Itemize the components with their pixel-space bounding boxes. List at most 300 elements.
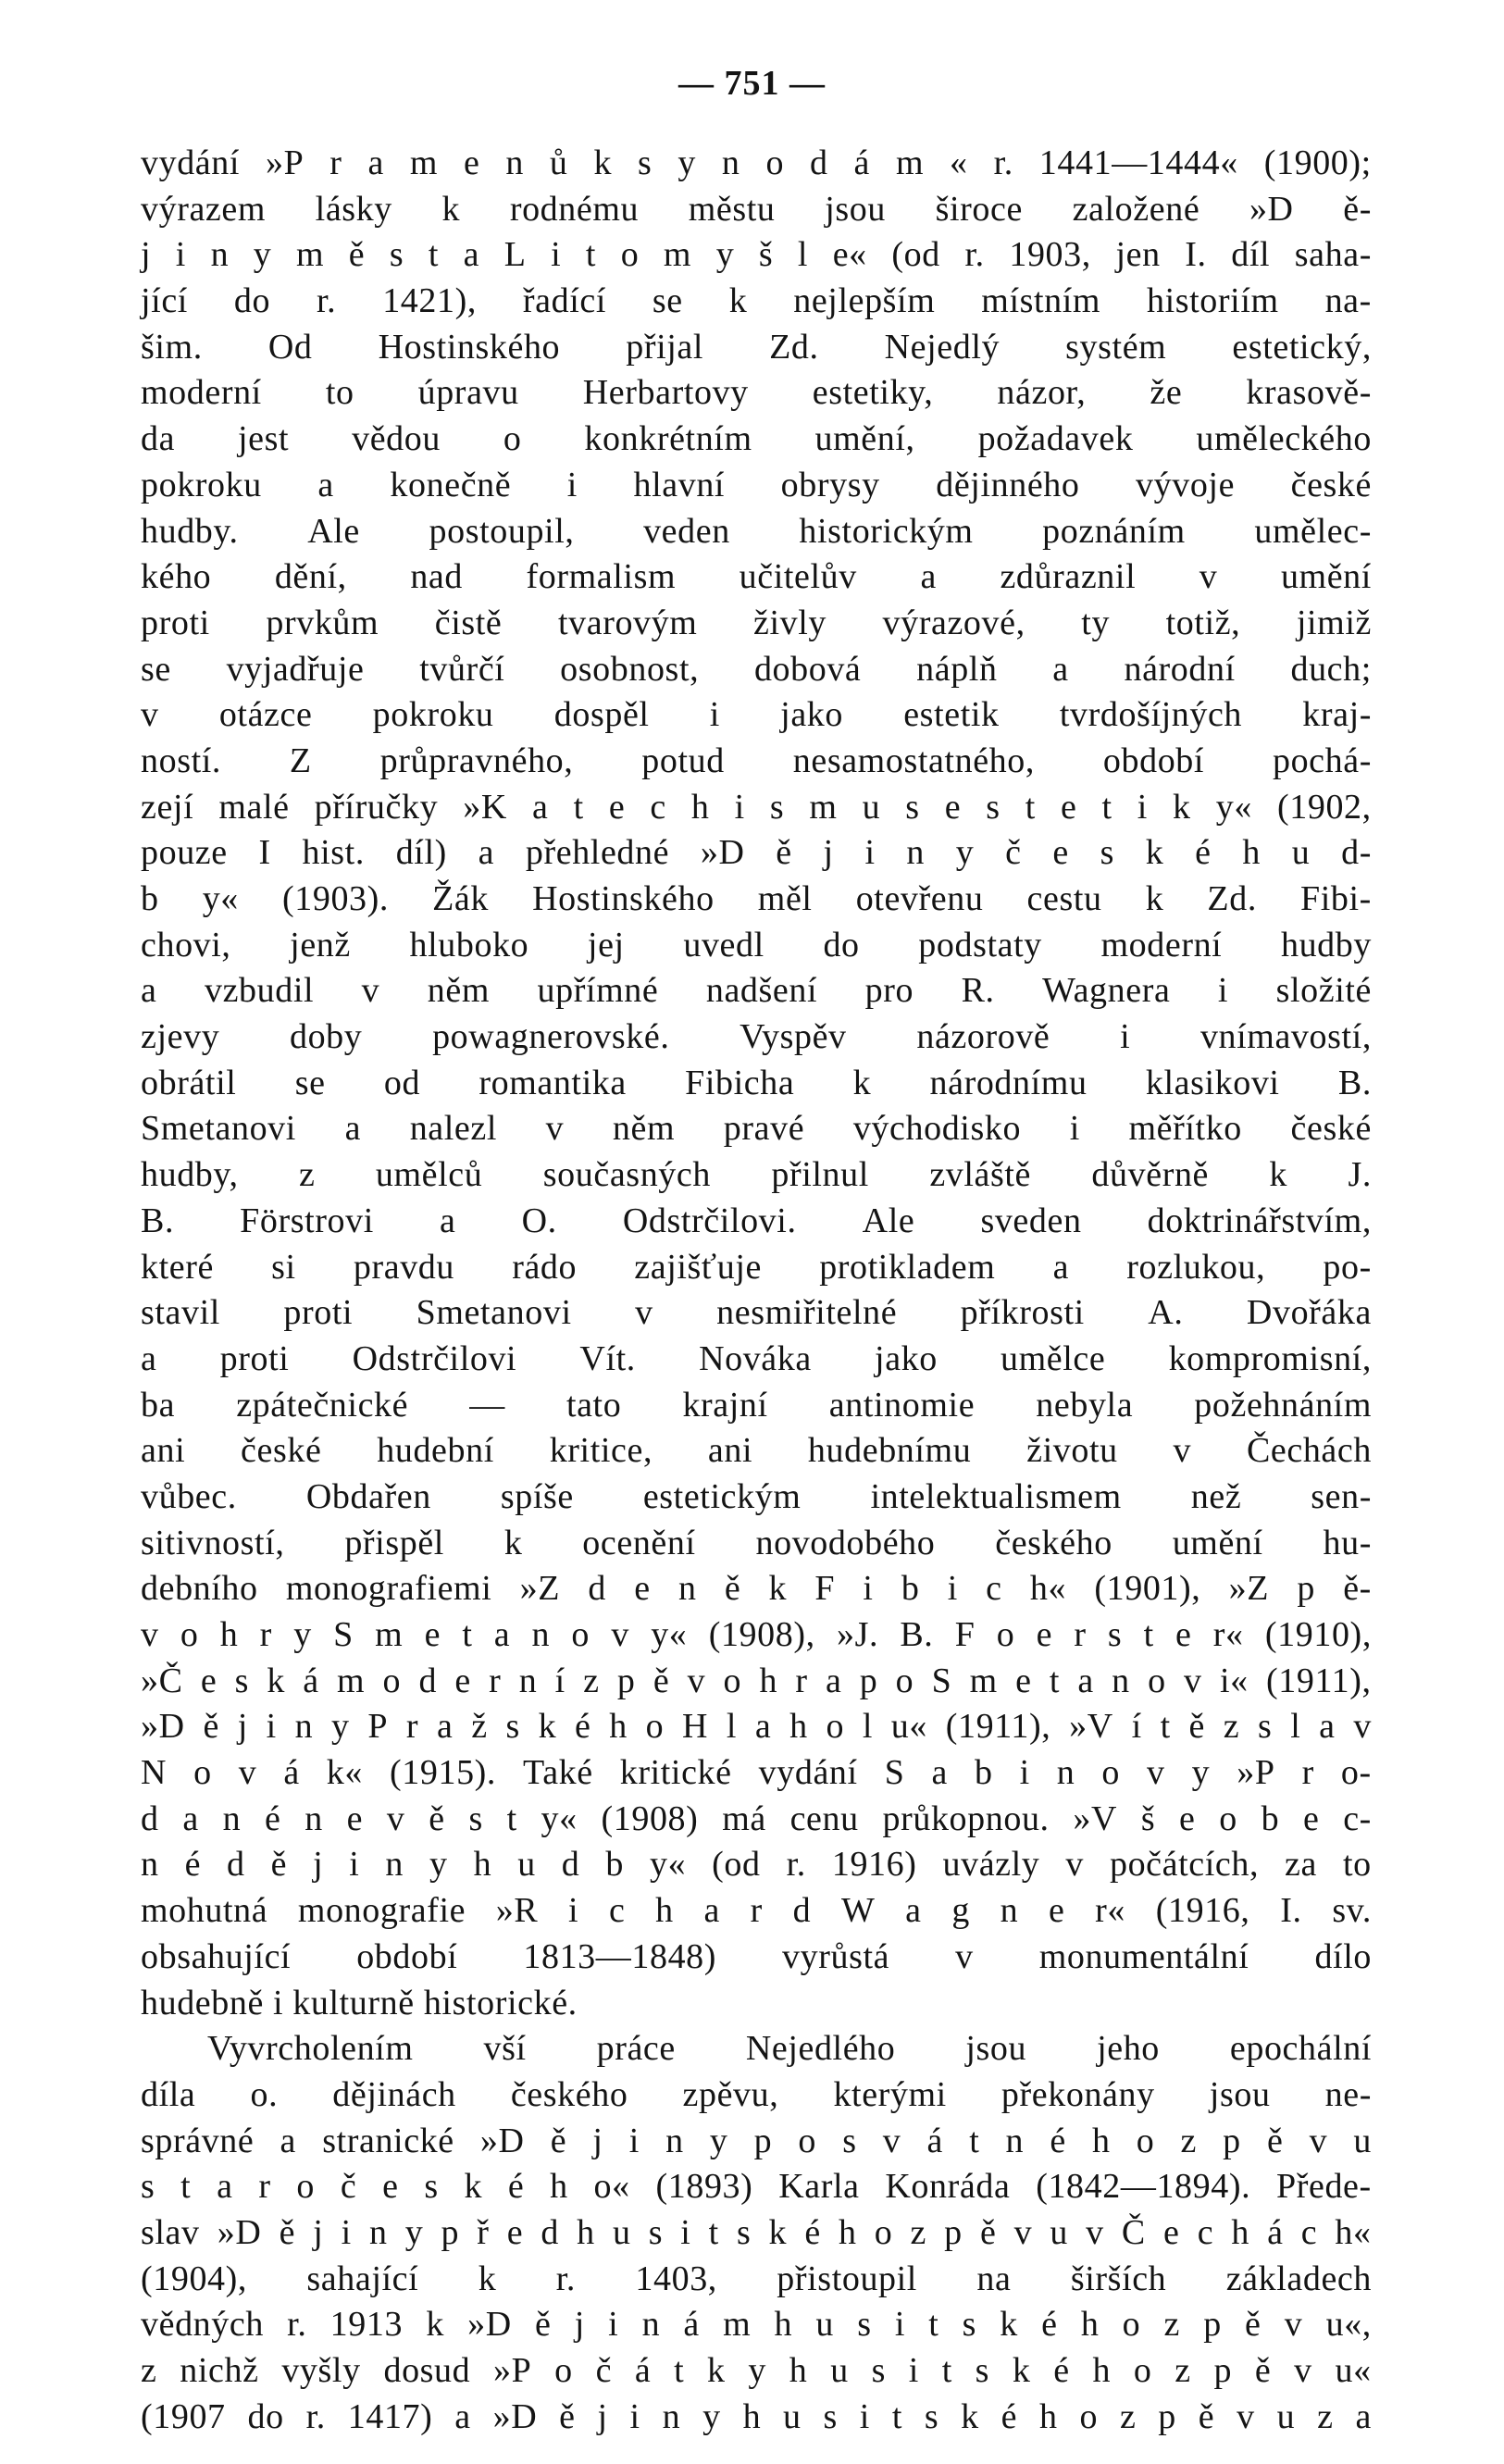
word: a xyxy=(344,1109,362,1149)
word: estetik xyxy=(903,695,1000,735)
word: hudební xyxy=(377,1431,494,1471)
word: á xyxy=(303,1661,319,1700)
word: r xyxy=(489,1661,502,1700)
word: t xyxy=(928,2305,939,2345)
word: o xyxy=(554,2351,573,2390)
word: p xyxy=(616,1661,636,1700)
word: ř xyxy=(477,2212,490,2252)
word: á xyxy=(853,143,870,182)
word: s xyxy=(141,2167,155,2207)
word: 1813—1848) xyxy=(523,1936,717,1976)
word: duch; xyxy=(1290,649,1372,689)
word: v xyxy=(882,2121,901,2160)
word: podstaty xyxy=(918,925,1042,964)
word: s xyxy=(736,2212,752,2252)
word: Čechách xyxy=(1246,1431,1372,1471)
word: Vyspěv xyxy=(740,1017,847,1057)
word: h xyxy=(655,1891,674,1931)
word: Hostinského xyxy=(378,327,561,367)
word: i xyxy=(1137,787,1148,827)
word: A. xyxy=(1148,1293,1184,1333)
word: ě xyxy=(203,1707,219,1747)
word: v xyxy=(1199,557,1218,597)
word: j xyxy=(313,1845,324,1885)
text-line xyxy=(141,187,1372,233)
word: romantika xyxy=(479,1063,627,1102)
word: č xyxy=(1005,833,1022,873)
word: sitivností, xyxy=(141,1523,285,1562)
word: »D xyxy=(141,1707,185,1747)
text-line xyxy=(141,1797,1372,1843)
word: Obdařen xyxy=(305,1476,431,1516)
word: Přede- xyxy=(1275,2167,1372,2207)
word: 1913 xyxy=(329,2305,404,2345)
word: a xyxy=(905,1891,922,1931)
word: »K xyxy=(463,787,507,827)
word: a xyxy=(931,1753,948,1793)
word: české xyxy=(1290,465,1372,504)
word: ě xyxy=(550,2121,567,2160)
word: monografie xyxy=(297,1891,466,1931)
word: české xyxy=(241,1431,322,1471)
text-line xyxy=(141,877,1372,923)
word: k xyxy=(728,281,748,321)
word: S xyxy=(333,1615,354,1654)
word: r xyxy=(1301,1753,1314,1793)
text-line xyxy=(141,1935,1372,1981)
word: o. xyxy=(250,2074,279,2114)
word: zvláště xyxy=(929,1155,1032,1195)
word: nichž xyxy=(180,2351,259,2390)
text-line xyxy=(141,2119,1372,2165)
word: d xyxy=(809,143,828,182)
word: měřítko xyxy=(1128,1109,1242,1149)
word: vývoje xyxy=(1136,465,1236,504)
word: obrysy xyxy=(780,465,880,504)
word: o xyxy=(1136,2121,1155,2160)
word: saha- xyxy=(1294,235,1372,275)
word: o- xyxy=(1340,1753,1372,1793)
word: e xyxy=(634,1569,651,1609)
word: j xyxy=(597,2396,608,2436)
word: jen xyxy=(1115,235,1161,275)
word: s xyxy=(842,2121,857,2160)
word: 1903, xyxy=(1009,235,1091,275)
word: s xyxy=(975,2351,990,2390)
word: vůbec. xyxy=(141,1476,237,1516)
word: (1907 xyxy=(141,2396,226,2436)
word: e xyxy=(1178,1798,1196,1838)
text-line xyxy=(141,1014,1372,1061)
word: s xyxy=(638,143,653,182)
word: y« xyxy=(1215,787,1252,827)
word: (1911), xyxy=(1266,1661,1372,1700)
word: ě xyxy=(559,2396,576,2436)
word: k xyxy=(1269,1155,1288,1195)
word: z xyxy=(141,2351,157,2390)
body-text xyxy=(141,141,1372,2440)
word: Dvořáka xyxy=(1246,1293,1372,1333)
word: něm xyxy=(427,971,490,1011)
word: c xyxy=(1197,2212,1214,2252)
word: pochá- xyxy=(1272,740,1372,780)
word: cestu xyxy=(1026,879,1102,918)
word: zajišťuje xyxy=(634,1247,762,1287)
word: formalism xyxy=(526,557,677,597)
word: h xyxy=(690,787,710,827)
word: dospěl xyxy=(553,695,650,735)
word: s xyxy=(962,2305,977,2345)
word: é xyxy=(507,2167,525,2207)
word: v xyxy=(238,1753,257,1793)
word: i xyxy=(734,787,745,827)
word: českého xyxy=(995,1523,1112,1562)
text-line xyxy=(141,1566,1372,1612)
text-line xyxy=(141,554,1372,601)
word: ě xyxy=(776,833,792,873)
word: t xyxy=(585,235,597,275)
word: do xyxy=(247,2396,284,2436)
word: p xyxy=(753,2121,773,2160)
word: »P xyxy=(493,2351,532,2390)
word: g xyxy=(951,1891,970,1931)
word: (1908), xyxy=(708,1615,815,1654)
word: »D xyxy=(479,2121,525,2160)
word: k xyxy=(852,1063,872,1102)
word: přispěl xyxy=(344,1523,444,1562)
word: doktrinářstvím, xyxy=(1147,1201,1372,1240)
word: v xyxy=(1086,2212,1104,2252)
word: (1904), xyxy=(141,2259,248,2298)
word: antinomie xyxy=(828,1385,976,1425)
word: (1901), xyxy=(1094,1569,1201,1609)
text-line xyxy=(141,2072,1372,2119)
word: doby xyxy=(289,1017,363,1057)
word: rádo xyxy=(512,1247,578,1287)
word: široce xyxy=(935,189,1023,229)
word: 1421), xyxy=(382,281,477,321)
word: r. xyxy=(964,235,985,275)
word: r xyxy=(258,2167,271,2207)
word: přilnul xyxy=(771,1155,869,1195)
word: umění xyxy=(1280,557,1372,597)
word: ě xyxy=(535,2305,552,2345)
word: d xyxy=(792,1891,812,1931)
word: t xyxy=(1160,1707,1171,1747)
text-line xyxy=(141,2302,1372,2348)
word: í xyxy=(554,1661,566,1700)
word: e xyxy=(1060,787,1077,827)
word: nejlepším xyxy=(793,281,936,321)
word: y xyxy=(677,143,696,182)
word: d xyxy=(418,1661,438,1700)
word: l xyxy=(1290,1707,1301,1747)
word: r. xyxy=(317,281,337,321)
word: »D xyxy=(217,2212,262,2252)
text-line xyxy=(141,1704,1372,1750)
word: s xyxy=(234,1661,250,1700)
word: n xyxy=(721,143,740,182)
word: c xyxy=(986,1569,1002,1609)
word: (od xyxy=(891,235,940,275)
word: n xyxy=(531,1615,551,1654)
word: s xyxy=(468,1798,483,1838)
word: jeho xyxy=(1097,2029,1160,2069)
word: národní xyxy=(1124,649,1236,689)
word: r« xyxy=(1212,1615,1244,1654)
word: dějinného xyxy=(936,465,1080,504)
word: o xyxy=(1133,2351,1152,2390)
word: a xyxy=(1052,1247,1070,1287)
word: tvarovým xyxy=(557,603,698,642)
word: učitelův xyxy=(739,557,857,597)
word: o xyxy=(1219,1798,1237,1838)
word: z xyxy=(1175,2351,1191,2390)
word: d xyxy=(561,1845,580,1885)
word: životu xyxy=(1026,1431,1118,1471)
word: z xyxy=(1223,1707,1240,1747)
word: Č xyxy=(1121,2212,1146,2252)
word: á xyxy=(283,1753,300,1793)
word: t xyxy=(180,2167,192,2207)
word: i xyxy=(1120,1017,1131,1057)
word: uvedl xyxy=(683,925,764,964)
word: (1910), xyxy=(1264,1615,1372,1654)
word: n xyxy=(662,2396,681,2436)
text-line xyxy=(141,1842,1372,1888)
text-line xyxy=(141,2348,1372,2395)
word: Vyvrcholením xyxy=(207,2029,414,2069)
word: rodnému xyxy=(509,189,640,229)
word: monografiemi xyxy=(285,1569,492,1609)
word: b xyxy=(974,1753,993,1793)
word: umělce xyxy=(1001,1338,1106,1378)
word: h xyxy=(609,1707,628,1747)
word: v xyxy=(1309,2121,1328,2160)
word: s xyxy=(769,787,785,827)
word: přistoupil xyxy=(777,2259,917,2298)
word: »P xyxy=(1237,1753,1275,1793)
word: H xyxy=(682,1707,709,1747)
word: m xyxy=(337,1661,366,1700)
word: e xyxy=(1036,1615,1053,1654)
word: Z xyxy=(289,740,312,780)
word: cenu xyxy=(789,1798,859,1838)
word: š xyxy=(758,235,774,275)
word: j xyxy=(313,2212,324,2252)
word: a xyxy=(1319,1707,1336,1747)
word: estetický, xyxy=(1232,327,1372,367)
text-line xyxy=(141,1061,1372,1107)
word: a xyxy=(532,787,549,827)
word: i xyxy=(568,1891,579,1931)
word: Smetanovi xyxy=(141,1109,296,1149)
word: obrátil xyxy=(141,1063,237,1102)
word: m xyxy=(409,143,439,182)
word: i xyxy=(266,1707,277,1747)
word: n xyxy=(294,1707,314,1747)
word: kraj- xyxy=(1302,695,1372,735)
word: osobnost, xyxy=(560,649,700,689)
word: R. xyxy=(961,971,995,1011)
word: s xyxy=(871,2351,886,2390)
word: v xyxy=(141,695,159,735)
word: »P xyxy=(265,143,305,182)
word: moderní xyxy=(1100,925,1223,964)
word: Vít. xyxy=(579,1338,636,1378)
word: i xyxy=(863,1569,874,1609)
word: umění xyxy=(1172,1523,1263,1562)
word: u xyxy=(862,787,881,827)
word: kompromisní, xyxy=(1168,1338,1372,1378)
word: t xyxy=(506,1798,517,1838)
word: »V xyxy=(1069,1707,1113,1747)
word: á xyxy=(683,2305,700,2345)
word: východisko xyxy=(852,1109,1022,1149)
word: k xyxy=(1012,2351,1031,2390)
word: č xyxy=(340,2167,357,2207)
word: širších xyxy=(1070,2259,1167,2298)
word: než xyxy=(1190,1476,1242,1516)
word: estetiky, xyxy=(812,373,934,413)
word: »V xyxy=(1073,1798,1118,1838)
word: u xyxy=(1291,833,1311,873)
word: a xyxy=(217,2167,233,2207)
word: malé xyxy=(218,787,290,827)
word: J. xyxy=(1348,1155,1372,1195)
word: od xyxy=(383,1063,421,1102)
word: i xyxy=(709,695,720,735)
word: h xyxy=(1080,2305,1100,2345)
word: a xyxy=(463,235,480,275)
word: umění, xyxy=(814,419,915,459)
word: počátcích, xyxy=(1109,1845,1260,1885)
word: y xyxy=(1191,1753,1211,1793)
word: é xyxy=(184,1845,202,1885)
word: h« xyxy=(1029,1569,1067,1609)
word: díl xyxy=(1231,235,1271,275)
word: B. xyxy=(141,1201,175,1240)
word: v xyxy=(1173,1431,1192,1471)
word: i xyxy=(947,1569,958,1609)
word: řadící xyxy=(522,281,606,321)
word: (1911), xyxy=(945,1707,1051,1747)
word: o« xyxy=(593,2167,630,2207)
word: stavil xyxy=(141,1293,220,1333)
text-line xyxy=(141,2164,1372,2210)
word: y xyxy=(709,2121,728,2160)
word: ani xyxy=(707,1431,753,1471)
word: k« xyxy=(326,1753,363,1793)
word: i xyxy=(629,2396,640,2436)
word: r xyxy=(405,1707,419,1747)
word: stranické xyxy=(322,2121,454,2160)
word: i xyxy=(341,2212,352,2252)
word: »Č xyxy=(141,1661,183,1700)
text-line xyxy=(141,509,1372,555)
word: klasikovi xyxy=(1145,1063,1280,1102)
word: hudby. xyxy=(141,511,239,551)
word: jenž xyxy=(290,925,351,964)
word: mohutná xyxy=(141,1891,268,1931)
word: N xyxy=(141,1753,168,1793)
word: jako xyxy=(875,1338,938,1378)
text-line xyxy=(141,1245,1372,1291)
word: hudebnímu xyxy=(807,1431,972,1471)
word: protikladem xyxy=(819,1247,996,1287)
word: h xyxy=(1092,2351,1112,2390)
word: k xyxy=(503,1523,523,1562)
word: e xyxy=(454,1661,471,1700)
word: dosud xyxy=(383,2351,471,2390)
word: i xyxy=(859,2396,870,2436)
word: totiž, xyxy=(1165,603,1241,642)
word: (1915). xyxy=(390,1753,497,1793)
word: t xyxy=(1025,787,1036,827)
word: b xyxy=(141,879,159,918)
word: p xyxy=(1213,2351,1233,2390)
word: poznáním xyxy=(1042,511,1186,551)
word: krasově- xyxy=(1246,373,1372,413)
word: s xyxy=(986,787,1001,827)
word: s xyxy=(1100,833,1114,873)
text-line xyxy=(141,923,1372,969)
word: hist. xyxy=(302,833,365,873)
word: j xyxy=(574,2305,585,2345)
word: a xyxy=(367,143,384,182)
word: s xyxy=(857,2305,872,2345)
word: k xyxy=(426,2305,444,2345)
word: da xyxy=(141,419,176,459)
word: á xyxy=(1267,2212,1284,2252)
word: do xyxy=(233,281,271,321)
word: hudby xyxy=(1280,925,1372,964)
text-line xyxy=(141,647,1372,693)
word: umělec- xyxy=(1254,511,1372,551)
word: tvrdošíjných xyxy=(1059,695,1243,735)
word: to xyxy=(1342,1845,1372,1885)
word: o xyxy=(180,1615,199,1654)
word: pro xyxy=(864,971,914,1011)
word: (1908) xyxy=(601,1798,699,1838)
word: a xyxy=(141,1338,157,1378)
word: o xyxy=(1122,2305,1141,2345)
text-line xyxy=(141,232,1372,279)
word: h xyxy=(742,2396,762,2436)
word: konečně xyxy=(390,465,512,504)
text-line xyxy=(141,417,1372,463)
word: p xyxy=(944,2212,963,2252)
word: r xyxy=(795,1661,808,1700)
word: ě xyxy=(348,235,366,275)
text-line xyxy=(141,601,1372,647)
word: období xyxy=(1102,740,1205,780)
word: l xyxy=(797,235,809,275)
text-line xyxy=(141,785,1372,831)
word: y xyxy=(330,1707,350,1747)
word: d xyxy=(141,1798,159,1838)
word: i xyxy=(175,235,186,275)
word: z xyxy=(1163,2305,1180,2345)
word: zjevy xyxy=(141,1017,220,1057)
word: základech xyxy=(1225,2259,1372,2298)
word: r xyxy=(1074,1615,1087,1654)
word: r. xyxy=(993,143,1013,182)
word: o xyxy=(645,1707,665,1747)
word: b xyxy=(901,1569,920,1609)
word: p xyxy=(1223,2121,1241,2160)
word: i xyxy=(864,833,876,873)
